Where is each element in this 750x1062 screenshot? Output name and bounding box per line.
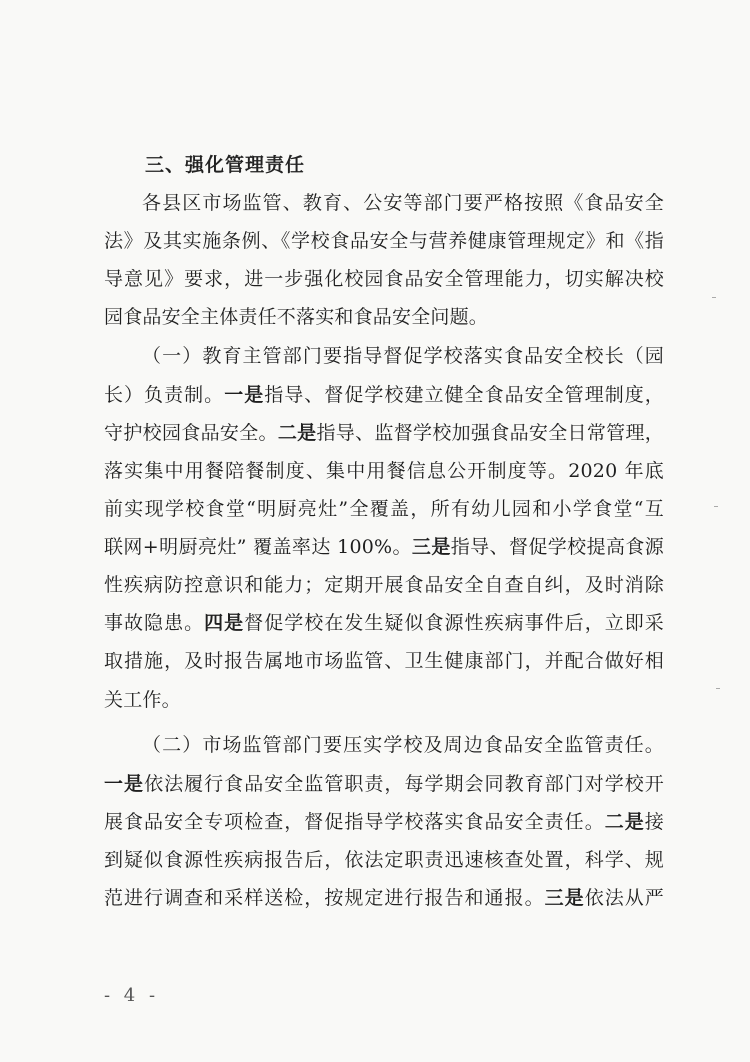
text-line: 园食品安全主体责任不落实和食品安全问题。: [104, 306, 489, 328]
scan-mark: [716, 688, 720, 689]
text-line: 事故隐患。四是督促学校在发生疑似食源性疾病事件后，立即采: [104, 612, 664, 634]
text-line: 一是依法履行食品安全监管职责，每学期会同教育部门对学校开: [104, 773, 664, 795]
text-line: 性疾病防控意识和能力；定期开展食品安全自查自纠，及时消除: [104, 574, 664, 596]
text-line: 取措施，及时报告属地市场监管、卫生健康部门，并配合做好相: [104, 650, 664, 672]
text-line: 范进行调查和采样送检，按规定进行报告和通报。三是依法从严: [104, 887, 664, 909]
text-line: 长）负责制。一是指导、督促学校建立健全食品安全管理制度，: [104, 384, 664, 406]
section-heading: 三、强化管理责任: [145, 154, 306, 176]
text-line: 到疑似食源性疾病报告后，依法定职责迅速核查处置，科学、规: [104, 849, 664, 871]
text-line: （二）市场监管部门要压实学校及周边食品安全监管责任。: [142, 734, 664, 756]
scan-mark: [712, 297, 716, 298]
text-line: （一）教育主管部门要指导督促学校落实食品安全校长（园: [142, 345, 664, 367]
text-line: 各县区市场监管、教育、公安等部门要严格按照《食品安全: [142, 192, 664, 214]
scan-mark: [714, 506, 718, 507]
text-line: 导意见》要求，进一步强化校园食品安全管理能力，切实解决校: [104, 268, 664, 290]
text-line: 关工作。: [104, 689, 181, 711]
text-line: 展食品安全专项检查，督促指导学校落实食品安全责任。二是接: [104, 811, 664, 833]
text-line: 法》及其实施条例、《学校食品安全与营养健康管理规定》和《指: [104, 230, 664, 252]
text-line: 落实集中用餐陪餐制度、集中用餐信息公开制度等。2020 年底: [104, 460, 664, 482]
text-line: 联网+明厨亮灶” 覆盖率达 100%。三是指导、督促学校提高食源: [104, 536, 664, 558]
text-line: 守护校园食品安全。二是指导、监督学校加强食品安全日常管理，: [104, 422, 664, 444]
text-line: 前实现学校食堂“明厨亮灶”全覆盖，所有幼儿园和小学食堂“互: [104, 498, 664, 520]
page-number: - 4 -: [104, 985, 160, 1006]
